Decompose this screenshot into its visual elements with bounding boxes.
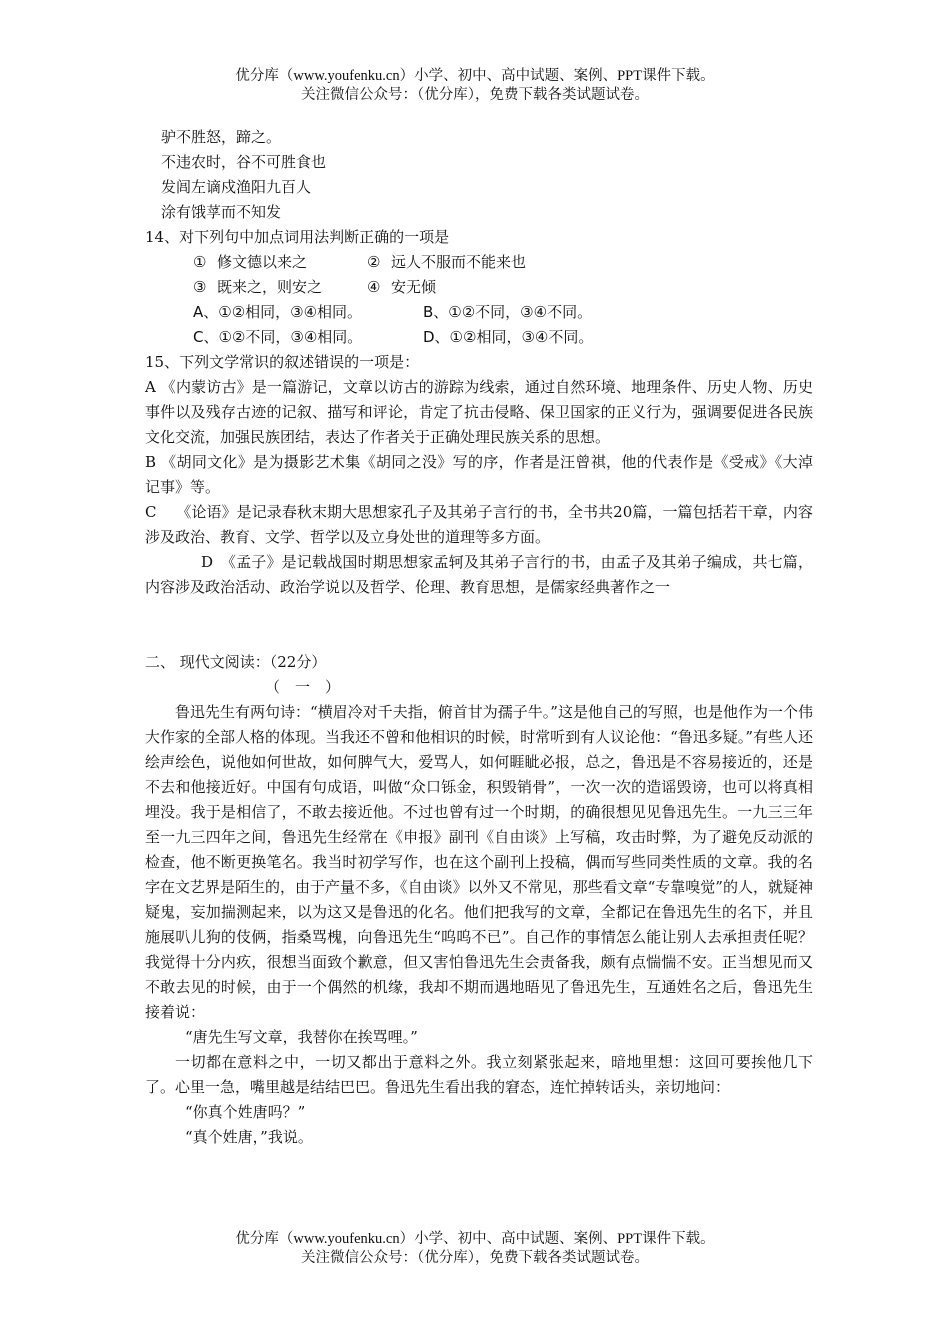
footer-line-2: 关注微信公众号：（优分库），免费下载各类试题试卷。 bbox=[301, 1250, 649, 1266]
question-14-answers-row-1 bbox=[145, 300, 813, 325]
question-14-items-row-1 bbox=[145, 250, 813, 275]
question-14-stem: 14、对下列句中加点词用法判断正确的一项是 bbox=[145, 228, 450, 246]
passage-paragraph-4: “你真个姓唐吗？” bbox=[185, 1103, 306, 1121]
document-body bbox=[145, 125, 813, 1150]
question-15-option-d: D 《孟子》是记载战国时期思想家孟轲及其弟子言行的书，由孟子及其弟子编成，共七篇，内容涉及政治活动、政治学说以及哲学、伦理、教育思想，是儒家经典著作之一 bbox=[145, 553, 813, 596]
footer-line-1: 优分库（www.youfenku.cn）小学、初中、高中试题、案例、PPT课件下载。 bbox=[235, 1231, 715, 1247]
header-line-2: 关注微信公众号：（优分库），免费下载各类试题试卷。 bbox=[301, 87, 649, 103]
spacer bbox=[145, 600, 813, 650]
question-15-option-b: B 《胡同文化》是为摄影艺术集《胡同之没》写的序，作者是汪曾祺，他的代表作是《受戒》《大淖记事》等。 bbox=[145, 453, 813, 496]
passage-paragraph-2: “唐先生写文章，我替你在挨骂哩。” bbox=[185, 1028, 418, 1046]
item-number: ① bbox=[193, 253, 207, 271]
sentence-4: 涂有饿莩而不知发 bbox=[161, 203, 282, 221]
sentence-2: 不违农时，谷不可胜食也 bbox=[161, 153, 327, 171]
question-15-option-c: C 《论语》是记录春秋末期大思想家孔子及其弟子言行的书，全书共20篇，一篇包括若干章，内容涉及政治、教育、文学、哲学以及立身处世的道理等多方面。 bbox=[145, 503, 813, 546]
question-14-items-row-2 bbox=[145, 275, 813, 300]
item-text: 修文德以来之 bbox=[217, 253, 308, 271]
answer-option-b: B、①②不同，③④不同。 bbox=[423, 303, 593, 321]
item-text: 远人不服而不能来也 bbox=[391, 253, 527, 271]
item-number: ③ bbox=[193, 278, 207, 296]
question-14-answers-row-2 bbox=[145, 325, 813, 350]
passage-paragraph-5: “真个姓唐，”我说。 bbox=[185, 1128, 313, 1146]
item-text: 安无倾 bbox=[391, 278, 437, 296]
section-2-part-label: （ 一 ） bbox=[265, 678, 341, 696]
answer-option-d: D、①②相同，③④不同。 bbox=[423, 328, 594, 346]
passage-paragraph-3: 一切都在意料之中，一切又都出于意料之外。我立刻紧张起来，暗地里想：这回可要挨他几下了。心里一急，嘴里越是结结巴巴。鲁迅先生看出我的窘态，连忙掉转话头，亲切地问： bbox=[145, 1053, 813, 1096]
item-text: 既来之，则安之 bbox=[217, 278, 323, 296]
answer-option-c: C、①②不同，③④相同。 bbox=[193, 328, 363, 346]
question-15-stem: 15、下列文学常识的叙述错误的一项是： bbox=[145, 353, 420, 371]
section-2-title: 二、 现代文阅读：（22分） bbox=[145, 653, 327, 671]
page-footer bbox=[0, 1230, 950, 1268]
passage-paragraph-1: 鲁迅先生有两句诗：“横眉冷对千夫指，俯首甘为孺子牛。”这是他自己的写照，也是他作为一个伟大作家的全部人格的体现。当我还不曾和他相识的时候，时常听到有人议论他：“鲁迅多疑。”有些人还绘声绘色，说他如何世故，如何脾气大，爱骂人，如何睚眦必报，总之，鲁迅是不容易接近的，还是不去和他接近好。中国有句成语，叫做“众口铄金，积毁销骨”，一次一次的造谣毁谤，也可以将真相埋没。我于是相信了，不敢去接近他。不过也曾有过一个时期，的确很想见见鲁迅先生。一九三三年至一九三四年之间，鲁迅先生经常在《申报》副刊《自由谈》上写稿，攻击时弊，为了避免反动派的检查，他不断更换笔名。我当时初学写作，也在这个副刊上投稿，偶而写些同类性质的文章。我的名字在文艺界是陌生的，由于产量不多，《自由谈》以外又不常见，那些看文章“专靠嗅觉”的人，就疑神疑鬼，妄加揣测起来，以为这又是鲁迅的化名。他们把我写的文章，全都记在鲁迅先生的名下，并且施展叭儿狗的伎俩，指桑骂槐，向鲁迅先生“呜呜不已”。自己作的事情怎么能让别人去承担责任呢？我觉得十分内疚，很想当面致个歉意，但又害怕鲁迅先生会责备我，颇有点惴惴不安。正当想见而又不敢去见的时候，由于一个偶然的机缘，我却不期而遇地晤见了鲁迅先生，互通姓名之后，鲁迅先生接着说： bbox=[145, 703, 813, 1021]
item-number: ④ bbox=[367, 278, 381, 296]
sentence-3: 发闾左谪戍渔阳九百人 bbox=[161, 178, 312, 196]
page-header bbox=[0, 67, 950, 105]
item-number: ② bbox=[367, 253, 381, 271]
sentence-1: 驴不胜怒，蹄之。 bbox=[161, 128, 282, 146]
question-15-option-a: A 《内蒙访古》是一篇游记，文章以访古的游踪为线索，通过自然环境、地理条件、历史人物、历史事件以及残存古迹的记叙、描写和评论，肯定了抗击侵略、保卫国家的正义行为，强调要促进各民族文化交流，加强民族团结，表达了作者关于正确处理民族关系的思想。 bbox=[145, 378, 813, 446]
answer-option-a: A、①②相同，③④相同。 bbox=[193, 303, 363, 321]
header-line-1: 优分库（www.youfenku.cn）小学、初中、高中试题、案例、PPT课件下载。 bbox=[235, 68, 715, 84]
